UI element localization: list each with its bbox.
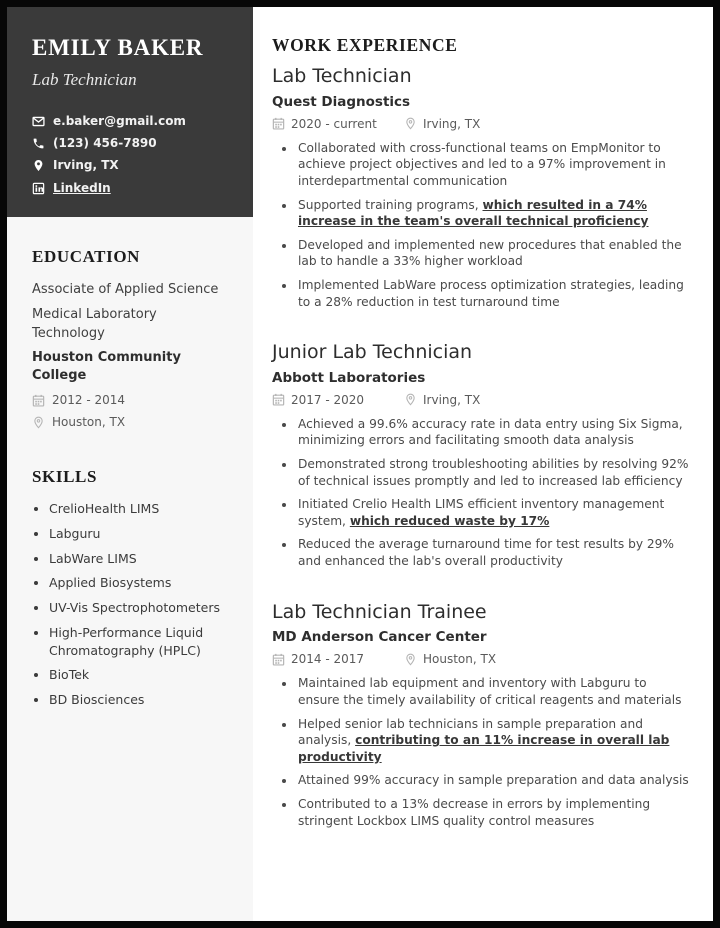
- job-meta-row: [272, 117, 689, 131]
- job-bullet: • Helped senior lab technicians in sample preparation and analysis, contributing to an 11% increase in overall lab productivity: [296, 716, 689, 766]
- job-bullet-list: [272, 140, 689, 310]
- calendar-icon: [32, 394, 45, 407]
- job-dates: 2020 - current: [272, 117, 404, 131]
- contact-list: [32, 115, 233, 195]
- education-field: Medical Laboratory Technology: [32, 306, 157, 341]
- location-pin-icon: [32, 159, 45, 172]
- contact-email-row: [32, 115, 233, 128]
- person-name: EMILY BAKER: [32, 35, 204, 60]
- job-title: Junior Lab Technician: [272, 341, 473, 364]
- job-location: Irving, TX: [404, 393, 480, 407]
- skill-item: • Applied Biosystems: [49, 574, 231, 592]
- job-bullet: • Achieved a 99.6% accuracy rate in data entry using Six Sigma, minimizing errors and facilitating smooth data analysis: [296, 416, 689, 449]
- contact-phone-row: [32, 137, 233, 150]
- skill-item: • CrelioHealth LIMS: [49, 500, 231, 518]
- job-bullet: • Developed and implemented new procedures that enabled the lab to handle a 33% higher workload: [296, 237, 689, 270]
- location-pin-outline-icon: [32, 416, 45, 429]
- job-bullet: • Contributed to a 13% decrease in errors by implementing stringent Lockbox LIMS quality control measures: [296, 796, 689, 829]
- calendar-icon: [272, 117, 285, 130]
- education-location: Houston, TX: [52, 415, 126, 430]
- skill-item: • UV-Vis Spectrophotometers: [49, 599, 231, 617]
- company-name: Quest Diagnostics: [272, 93, 411, 110]
- skill-item: • BD Biosciences: [49, 691, 231, 709]
- linkedin-icon: [32, 182, 45, 195]
- skills-list: [32, 500, 231, 709]
- skill-item: • BioTek: [49, 666, 231, 684]
- skills-heading: SKILLS: [32, 467, 98, 487]
- skill-item: • LabWare LIMS: [49, 550, 231, 568]
- job-bullet: • Initiated Crelio Health LIMS efficient inventory management system, which reduced waste by 17%: [296, 496, 689, 529]
- education-degree: Associate of Applied Science: [32, 282, 219, 297]
- job-bullet: • Maintained lab equipment and inventory with Labguru to ensure the timely availability of critical reagents and materials: [296, 675, 689, 708]
- envelope-icon: [32, 115, 45, 128]
- job-bullet-list: [272, 675, 689, 829]
- education-location-row: [32, 415, 231, 429]
- calendar-icon: [272, 653, 285, 666]
- job-entry: [272, 65, 689, 310]
- contact-email-text: e.baker@gmail.com: [53, 114, 186, 128]
- company-name: Abbott Laboratories: [272, 369, 426, 386]
- contact-location-text: Irving, TX: [53, 158, 119, 173]
- job-title: Lab Technician Trainee: [272, 600, 487, 623]
- jobs-container: [272, 65, 689, 829]
- location-pin-outline-icon: [404, 393, 417, 406]
- job-entry: [272, 341, 689, 570]
- education-heading: EDUCATION: [32, 247, 141, 266]
- contact-linkedin-row[interactable]: [32, 182, 233, 195]
- job-dates: 2014 - 2017: [272, 652, 404, 666]
- bullet-emphasis: which reduced waste by 17%: [349, 513, 550, 528]
- job-dates: 2017 - 2020: [272, 393, 404, 407]
- phone-icon: [32, 137, 45, 150]
- job-bullet: • Supported training programs, which resulted in a 74% increase in the team's overall technical proficiency: [296, 197, 689, 230]
- bullet-emphasis: contributing to an 11% increase in overall lab productivity: [298, 733, 670, 764]
- education-school: Houston Community College: [32, 349, 181, 384]
- skill-item: • Labguru: [49, 525, 231, 543]
- education-dates-row: [32, 393, 231, 407]
- contact-location-row: [32, 159, 233, 172]
- job-bullet: • Implemented LabWare process optimization strategies, leading to a 28% reduction in test turnaround time: [296, 277, 689, 310]
- job-meta-row: [272, 652, 689, 666]
- job-bullet: • Collaborated with cross-functional teams on EmpMonitor to achieve project objectives and led to a 97% improvement in interdepartmental communication: [296, 140, 689, 190]
- location-pin-outline-icon: [404, 653, 417, 666]
- contact-location-text-phone: (123) 456-7890: [53, 136, 157, 151]
- education-dates: 2012 - 2014: [52, 393, 126, 408]
- education-section: [7, 217, 253, 437]
- job-bullet: • Attained 99% accuracy in sample preparation and data analysis: [296, 772, 689, 789]
- job-bullet-list: [272, 416, 689, 570]
- identity-header: [7, 7, 253, 217]
- linkedin-link[interactable]: LinkedIn: [53, 180, 111, 195]
- job-location: Irving, TX: [404, 117, 480, 131]
- job-title: Lab Technician: [272, 65, 412, 87]
- company-name: MD Anderson Cancer Center: [272, 629, 487, 646]
- sidebar: [7, 7, 253, 921]
- job-location: Houston, TX: [404, 652, 496, 666]
- bullet-emphasis: which resulted in a 74% increase in the team's overall technical proficiency: [298, 197, 649, 229]
- skill-item: • High-Performance Liquid Chromatography (HPLC): [49, 624, 231, 660]
- job-bullet: • Demonstrated strong troubleshooting abilities by resolving 92% of technical issues promptly and led to increased lab efficiency: [296, 456, 689, 489]
- person-role: Lab Technician: [32, 70, 137, 89]
- work-experience-heading: WORK EXPERIENCE: [272, 35, 458, 55]
- calendar-icon: [272, 393, 285, 406]
- skills-section: [7, 437, 253, 716]
- job-bullet: • Reduced the average turnaround time for test results by 29% and enhanced the lab's overall productivity: [296, 536, 689, 569]
- location-pin-outline-icon: [404, 117, 417, 130]
- job-entry: [272, 601, 689, 830]
- main-column: [253, 7, 713, 921]
- job-meta-row: [272, 393, 689, 407]
